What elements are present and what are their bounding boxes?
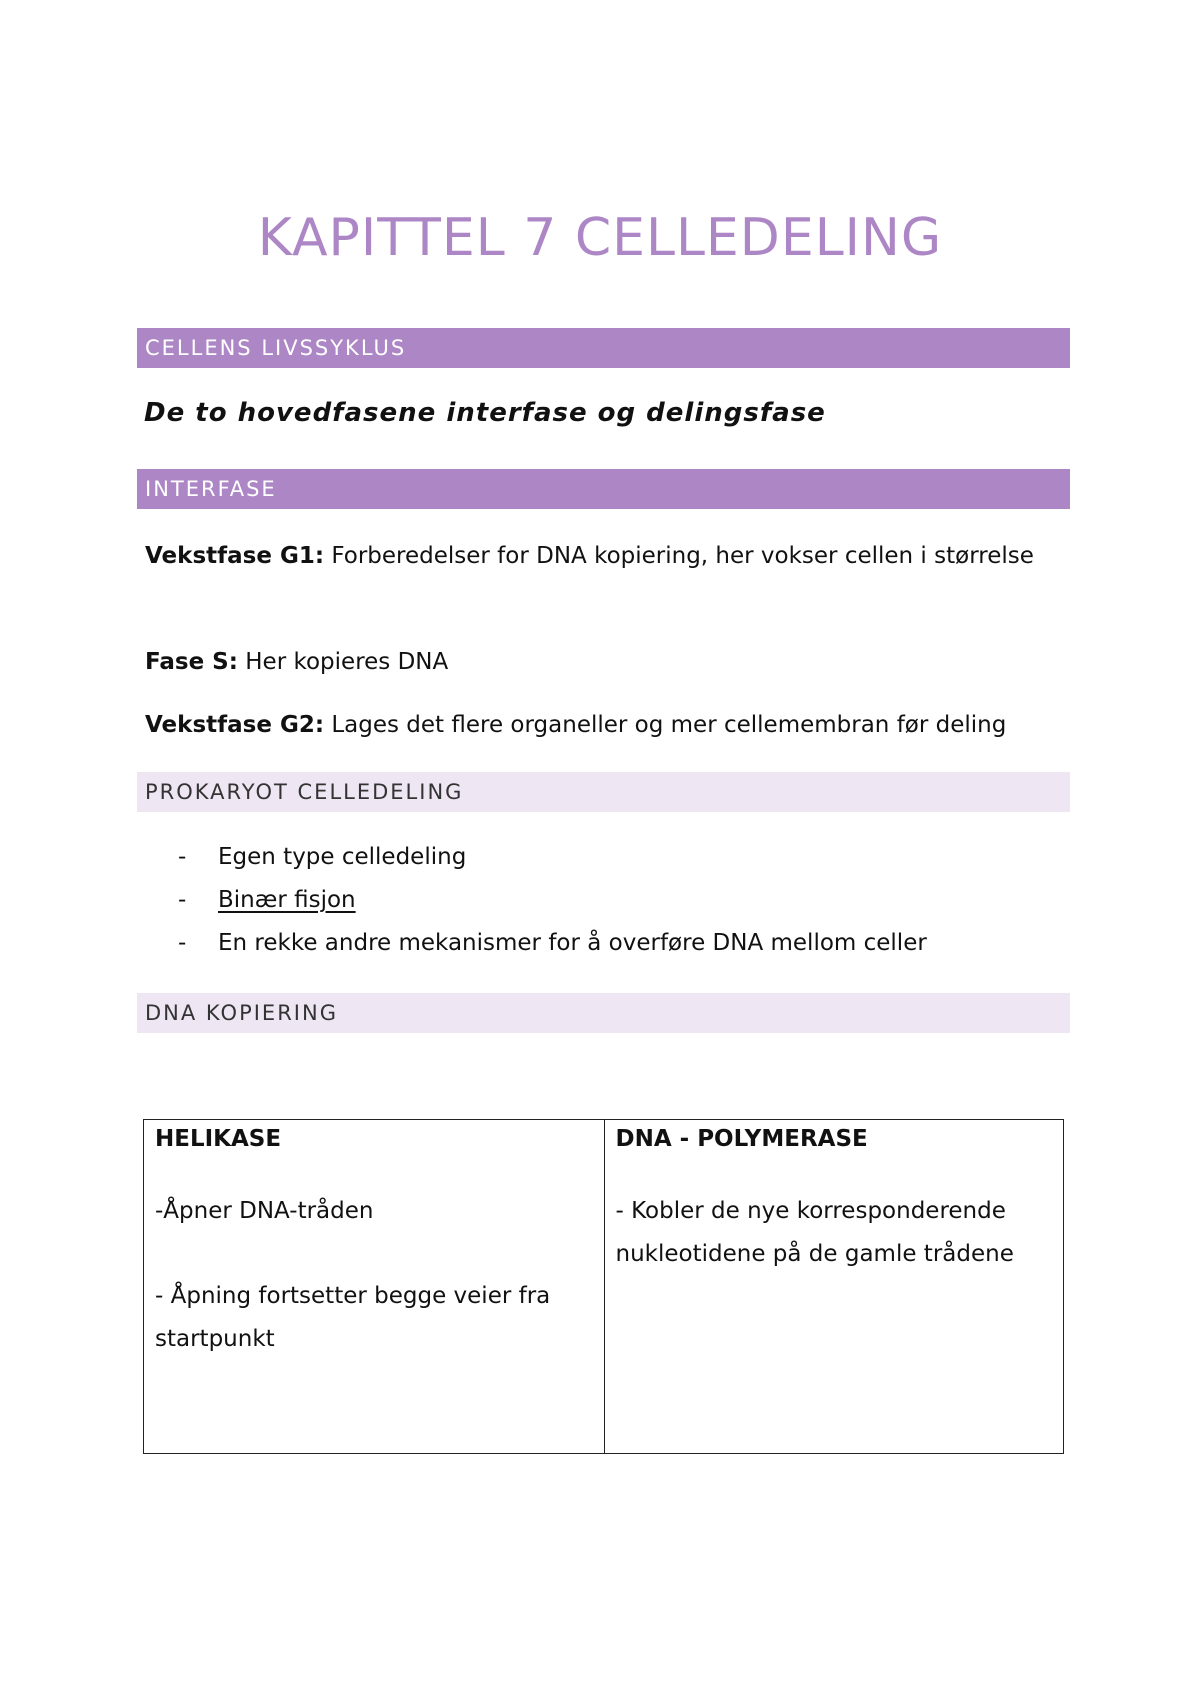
term-fase-s: Fase S: bbox=[145, 649, 238, 675]
subtitle: De to hovedfasene interfase og delingsfase bbox=[144, 398, 826, 428]
section-heading-interfase: INTERFASE bbox=[137, 469, 1070, 509]
paragraph-fase-s bbox=[145, 641, 1075, 683]
section-heading-livssyklus: CELLENS LIVSSYKLUS bbox=[137, 328, 1070, 368]
list-item-text: En rekke andre mekanismer for å overføre DNA mellom celler bbox=[218, 930, 927, 956]
table-cell-helikase bbox=[144, 1120, 604, 1453]
paragraph-vekstfase-g1 bbox=[145, 535, 1075, 577]
text-vekstfase-g1: Forberedelser for DNA kopiering, her vokser cellen i størrelse bbox=[324, 543, 1034, 569]
enzyme-table bbox=[143, 1119, 1064, 1454]
term-vekstfase-g2: Vekstfase G2: bbox=[145, 712, 325, 738]
table-cell-dna-polymerase bbox=[604, 1120, 1064, 1453]
table-header-helikase: HELIKASE bbox=[155, 1126, 282, 1152]
list-item-text-underlined: Binær fisjon bbox=[218, 887, 356, 913]
text-fase-s: Her kopieres DNA bbox=[237, 649, 449, 675]
table-text-helikase-1: -Åpner DNA-tråden bbox=[155, 1198, 374, 1224]
text-vekstfase-g2: Lages det flere organeller og mer cellemembran før deling bbox=[324, 712, 1007, 738]
table-text-helikase-2: - Åpning fortsetter begge veier fra startpunkt bbox=[155, 1283, 551, 1352]
list-bullet: - bbox=[178, 844, 187, 870]
list-bullet: - bbox=[178, 930, 187, 956]
section-heading-prokaryot: PROKARYOT CELLEDELING bbox=[137, 772, 1070, 812]
list-item bbox=[178, 879, 927, 922]
list-item-text: Egen type celledeling bbox=[218, 844, 467, 870]
page-title: KAPITTEL 7 CELLEDELING bbox=[257, 208, 943, 268]
prokaryot-list bbox=[178, 836, 927, 965]
list-bullet: - bbox=[178, 887, 187, 913]
term-vekstfase-g1: Vekstfase G1: bbox=[145, 543, 325, 569]
table-text-dna-polymerase-1: - Kobler de nye korresponderende nukleotidene på de gamle trådene bbox=[615, 1198, 1014, 1267]
table-header-dna-polymerase: DNA - POLYMERASE bbox=[615, 1126, 868, 1152]
list-item bbox=[178, 922, 927, 965]
paragraph-vekstfase-g2 bbox=[145, 704, 1075, 746]
section-heading-dna-kopiering: DNA KOPIERING bbox=[137, 993, 1070, 1033]
list-item bbox=[178, 836, 927, 879]
